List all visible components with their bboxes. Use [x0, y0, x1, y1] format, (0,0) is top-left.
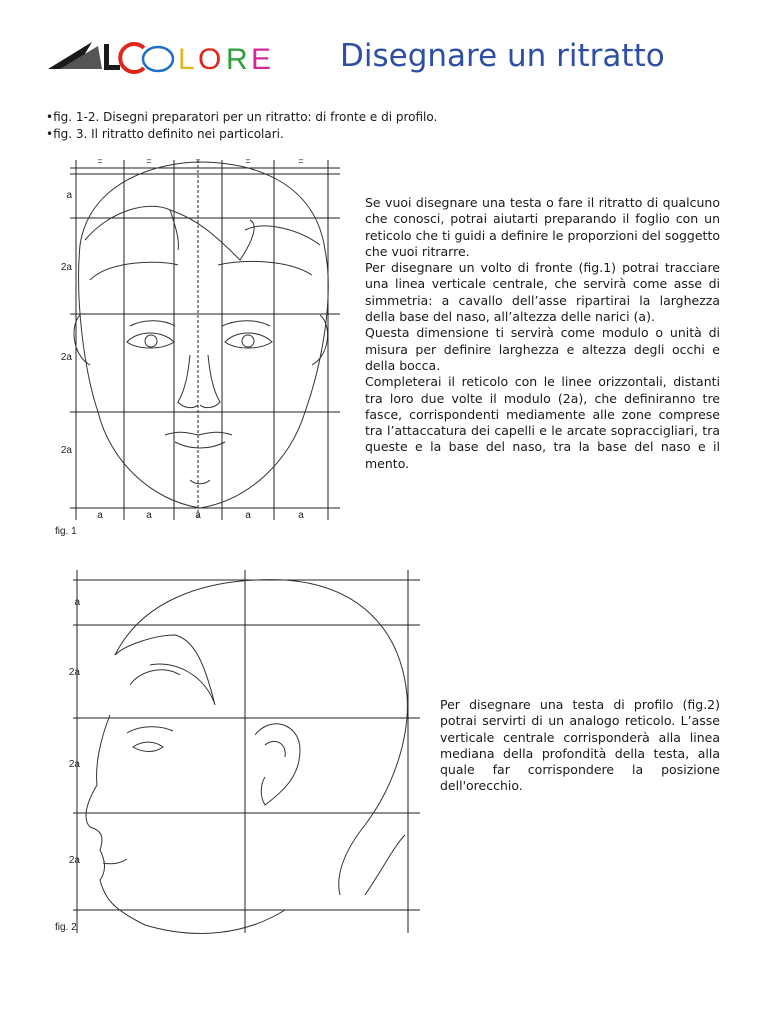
paragraph: Questa dimensione ti servirà come modulo o unità di misura per definire larghezza e altezza degli occhi e della bocca. — [365, 325, 720, 373]
profile-text — [440, 697, 720, 795]
row-label: 2a — [68, 759, 80, 770]
intro-text — [365, 195, 720, 472]
svg-text:R: R — [226, 43, 248, 76]
svg-text:E: E — [251, 43, 272, 76]
svg-text:O: O — [198, 43, 222, 76]
figure-caption: fig. 1 — [55, 526, 77, 537]
figure-1-frontal-portrait — [50, 150, 350, 545]
row-label: 2a — [68, 667, 80, 678]
top-mark: = — [146, 156, 152, 166]
row-label: a — [66, 190, 72, 201]
paragraph: Se vuoi disegnare una testa o fare il ritratto di qualcuno che conosci, potrai aiutarti preparando il foglio con un reticolo che ti guidi a definire le proporzioni del soggetto che vuoi ritrarre. — [365, 195, 720, 259]
figure-caption: fig. 2 — [55, 922, 77, 933]
row-label: 2a — [60, 352, 72, 363]
figure-2-profile-portrait — [55, 565, 425, 940]
row-label: 2a — [60, 445, 72, 456]
row-label: a — [74, 597, 80, 608]
row-label: 2a — [60, 262, 72, 273]
svg-text:L: L — [178, 43, 195, 76]
paragraph: Completerai il reticolo con le linee orizzontali, distanti tra loro due volte il modulo (2a), che definiranno tre fasce, corrispondenti mediamente alle zone comprese tra l’attaccatura dei capelli e le arcate sopraccigliari, tra queste e la base del naso, tra la base del naso e il mento. — [365, 374, 720, 471]
top-mark: = — [298, 156, 304, 166]
top-mark: = — [245, 156, 251, 166]
bottom-label: a — [245, 510, 251, 521]
row-label: 2a — [68, 855, 80, 866]
bottom-label: a — [298, 510, 304, 521]
top-mark: = — [195, 156, 201, 166]
alcolore-logo — [46, 36, 316, 82]
bottom-label: a — [195, 510, 201, 521]
bullet-fig-3: •fig. 3. Il ritratto definito nei particolari. — [46, 127, 284, 141]
paragraph: Per disegnare un volto di fronte (fig.1) potrai tracciare una linea verticale centrale, che servirà come asse di simmetria: a cavallo dell’asse ripartirai la larghezza della base del naso, all’altezza delle narici (a). — [365, 260, 720, 325]
top-mark: = — [97, 156, 103, 166]
page-title: Disegnare un ritratto — [340, 38, 665, 74]
bullet-fig-1-2: •fig. 1-2. Disegni preparatori per un ritratto: di fronte e di profilo. — [46, 110, 438, 124]
bottom-label: a — [146, 510, 152, 521]
bottom-label: a — [97, 510, 103, 521]
paragraph: Per disegnare una testa di profilo (fig.2) potrai servirti di un analogo reticolo. L’asse verticale centrale corrisponderà alla linea mediana della profondità della testa, alla quale far corrispondere la posizione dell'orecchio. — [440, 697, 720, 794]
